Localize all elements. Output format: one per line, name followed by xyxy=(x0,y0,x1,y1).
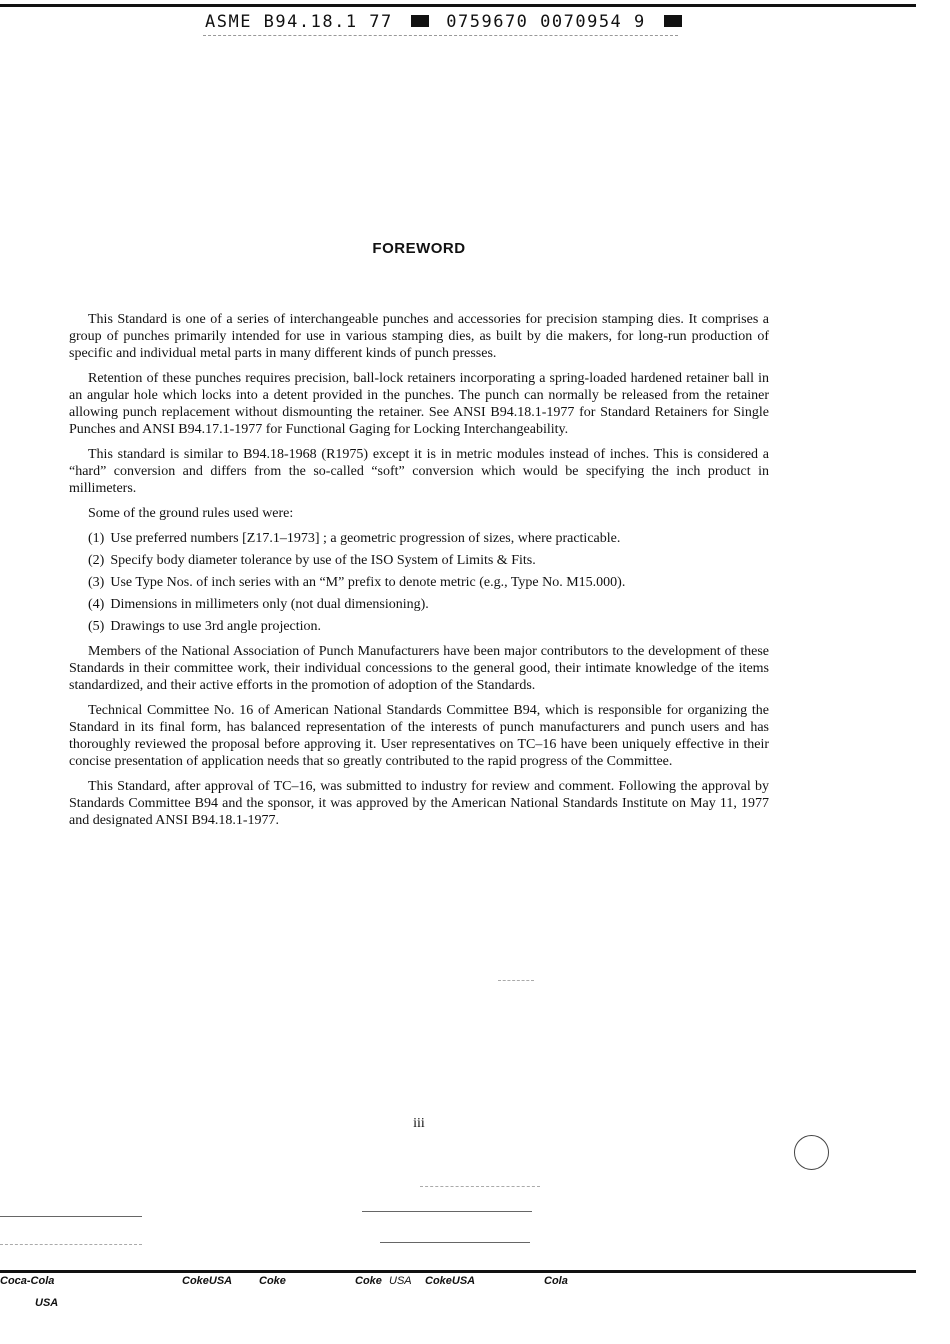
footer-brand: CokeUSA xyxy=(182,1275,233,1287)
list-item xyxy=(69,574,769,591)
document-code-part1: ASME B94.18.1 77 xyxy=(205,12,393,32)
list-item-number: (1) xyxy=(88,531,105,546)
list-item-number: (2) xyxy=(88,553,105,568)
coca-cola-logo: Coca-Cola xyxy=(0,1275,55,1287)
page-number: iii xyxy=(413,1116,425,1131)
bottom-rule xyxy=(0,1270,916,1273)
paragraph: This Standard is one of a series of interchangeable punches and accessories for precision stamping dies. It comprises a group of punches primarily intended for use in various stamping dies, as built by die makers, for long-run production of specific and individual metal parts in many different kinds of punch presses. xyxy=(69,312,769,361)
footer-brand: Coke xyxy=(355,1275,382,1287)
list-item-number: (4) xyxy=(88,597,105,612)
footer-brand: CokeUSA xyxy=(425,1275,476,1287)
paragraph: Some of the ground rules used were: xyxy=(88,506,294,521)
list-item-text: Drawings to use 3rd angle projection. xyxy=(110,619,322,634)
scribble-line xyxy=(0,1244,142,1245)
list-item-text: Specify body diameter tolerance by use of the ISO System of Limits & Fits. xyxy=(110,553,536,568)
footer-usa: USA xyxy=(35,1297,59,1309)
list-item-text: Use Type Nos. of inch series with an “M” prefix to denote metric (e.g., Type No. M15.000). xyxy=(110,575,626,590)
list-item-number: (5) xyxy=(88,619,105,634)
paragraph: This standard is similar to B94.18-1968 (R1975) except it is in metric modules instead of inches. This is considered a “hard” conversion and differs from the so-called “soft” conversion which would be specifying the inch product in millimeters. xyxy=(69,447,769,496)
foreword-body xyxy=(69,311,769,837)
list-item xyxy=(69,530,769,547)
stray-mark xyxy=(420,1186,540,1187)
list-item xyxy=(69,552,769,569)
scribble-line xyxy=(380,1242,530,1243)
page-title: FOREWORD xyxy=(372,240,466,257)
footer-brand: Cola xyxy=(544,1275,568,1287)
list-item xyxy=(69,596,769,613)
header-underline xyxy=(203,35,678,36)
footer-brand: Coke xyxy=(259,1275,286,1287)
black-block-mark xyxy=(664,15,682,27)
list-item xyxy=(69,618,769,635)
footer-brand: USA xyxy=(389,1275,412,1287)
ground-rules-list xyxy=(69,530,769,635)
document-code-header xyxy=(205,12,688,32)
scribble-line xyxy=(362,1211,532,1212)
paragraph: Members of the National Association of Punch Manufacturers have been major contributors to the development of these Standards in their committee work, their individual concessions to the general good, their intimate knowledge of the items standardized, and their active efforts in the promotion of adoption of the Standards. xyxy=(69,644,769,693)
list-item-number: (3) xyxy=(88,575,105,590)
black-block-mark xyxy=(411,15,429,27)
stray-mark xyxy=(498,980,534,981)
paragraph: Technical Committee No. 16 of American National Standards Committee B94, which is responsible for organizing the Standard in its final form, has balanced representation of the interests of punch manufacturers and punch users and has thoroughly reviewed the proposal before approving it. User representatives on TC–16 have been uniquely effective in their concise presentation of application needs that so greatly contributed to the rapid progress of the Committee. xyxy=(69,703,769,769)
list-item-text: Use preferred numbers [Z17.1–1973] ; a geometric progression of sizes, where practicable. xyxy=(110,531,621,546)
top-rule xyxy=(0,4,916,7)
list-item-text: Dimensions in millimeters only (not dual dimensioning). xyxy=(110,597,429,612)
document-code-part2: 0759670 0070954 9 xyxy=(446,12,646,32)
circle-mark-icon xyxy=(794,1135,829,1170)
paragraph: Retention of these punches requires precision, ball-lock retainers incorporating a spring-loaded hardened retainer ball in an angular hole which locks into a detent provided in the punches. The punch can normally be released from the retainer allowing punch replacement without dismounting the retainer. See ANSI B94.18.1-1977 for Standard Retainers for Single Punches and ANSI B94.17.1-1977 for Functional Gaging for Locking Interchangeability. xyxy=(69,371,769,437)
paragraph: This Standard, after approval of TC–16, was submitted to industry for review and comment. Following the approval by Standards Committee B94 and the sponsor, it was approved by the American National Standards Institute on May 11, 1977 and designated ANSI B94.18.1-1977. xyxy=(69,779,769,828)
scribble-line xyxy=(0,1216,142,1217)
